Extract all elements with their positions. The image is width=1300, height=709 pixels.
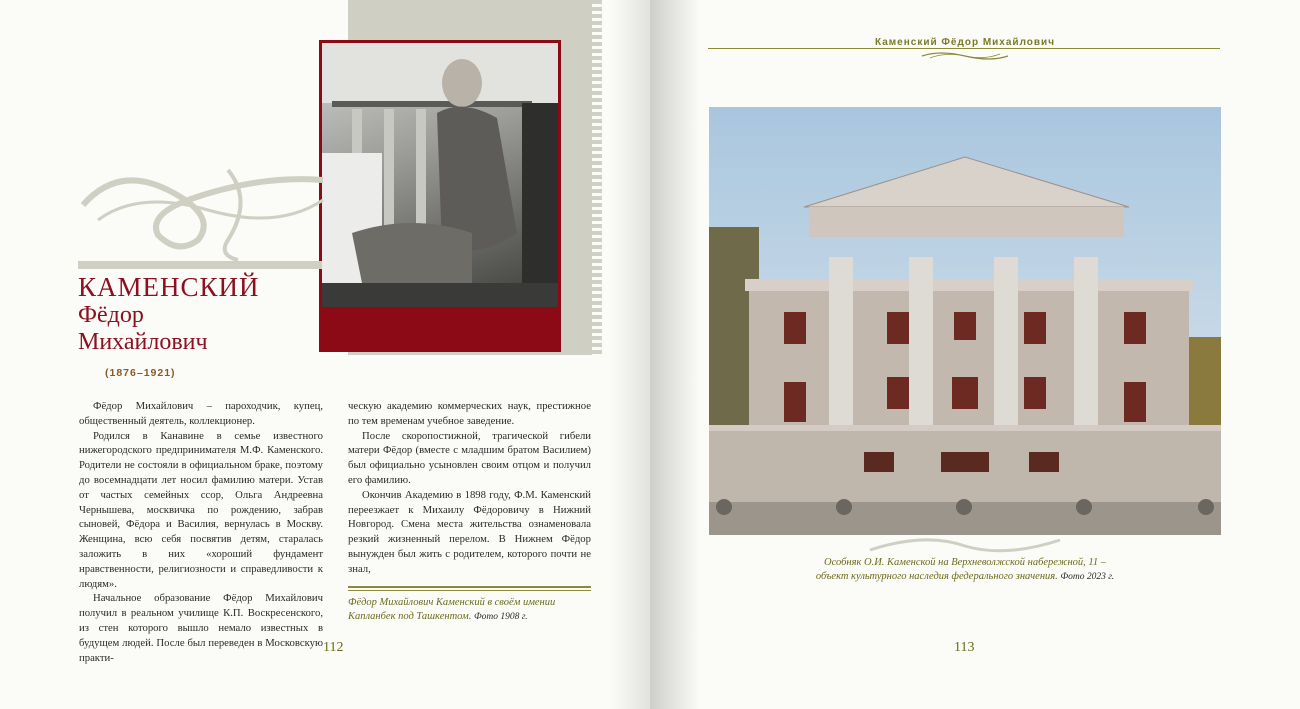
caption-date: Фото 1908 г. [473, 612, 528, 622]
caption-date: Фото 2023 г. [1060, 572, 1115, 582]
patronymic: Михайлович [78, 329, 208, 355]
decorative-flourish [78, 160, 328, 270]
paragraph: После скоропостижной, трагической гибели матери Фёдор (вместе с младшим братом Василием) был официально усыновлен своим отцом и получил его фамилию. [348, 429, 591, 486]
ornament-icon [865, 532, 1065, 558]
given-name: Фёдор [78, 302, 144, 328]
portrait-caption [348, 596, 593, 624]
ornament-icon [920, 50, 1010, 62]
caption-line-1: Особняк О.И. Каменской на Верхневолжской набережной, 11 – [823, 557, 1107, 568]
name-bar [78, 261, 322, 269]
paragraph: Фёдор Михайлович – пароходчик, купец, общественный деятель, коллекционер. [79, 400, 323, 427]
portrait-photo [322, 43, 558, 307]
paragraph: Окончив Академию в 1898 году, Ф.М. Каменский переезжает к Михаилу Фёдоровичу в Нижний Новгород. Смена места жительства ознаменовала резкий жизненный перелом. В Нижнем Фёдор вынужден был жить с родителем, которого почти не знал, [348, 488, 591, 575]
running-head: Каменский Фёдор Михайлович [874, 37, 1056, 48]
life-years: (1876–1921) [105, 367, 176, 379]
page-number-left: 112 [323, 640, 344, 655]
portrait-photo-frame [319, 40, 561, 352]
running-head-rule [708, 48, 1220, 49]
right-page [650, 0, 1300, 709]
caption-text: Фёдор Михайлович Каменский в своём имении Капланбек под Ташкентом. [348, 597, 556, 622]
text-column-1 [79, 399, 323, 665]
caption-rule [348, 590, 591, 591]
mansion-photo [709, 107, 1221, 535]
surname-heading: КАМЕНСКИЙ [78, 272, 260, 302]
paragraph: ческую академию коммерческих наук, престижное по тем временам учебное заведение. [348, 400, 591, 427]
given-name-heading [78, 302, 208, 356]
paragraph: Родился в Канавине в семье известного нижегородского предпринимателя М.Ф. Каменского. Родители не состояли в официальном браке, поэтому до восемнадцати лет носил фамилию матери. Устав от частых семейных ссор, Ольга Андреевна Чернышева, москвичка по рождению, забрав сыновей, Фёдора и Василия, вернулась в Москву. Женщина, всю себя посвятив детям, старалась заложить в них «хороший фундамент нравственности, религиозности и справедливости к людям». [79, 429, 323, 590]
mansion-caption [710, 556, 1220, 584]
page-number-right: 113 [954, 640, 975, 655]
text-column-2 [348, 399, 591, 577]
caption-rule [348, 586, 591, 588]
caption-line-2 [710, 570, 1220, 584]
paragraph: Начальное образование Фёдор Михайлович получил в реальном училище К.П. Воскресенского, из стен которого вышло немало известных в будущем людей. После был переведен в Московскую практи- [79, 592, 323, 664]
caption-text: объект культурного наследия федерального значения. [815, 571, 1058, 582]
